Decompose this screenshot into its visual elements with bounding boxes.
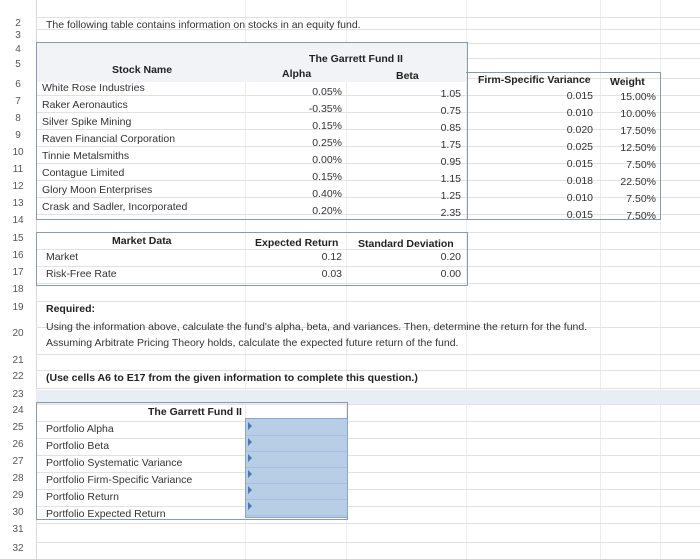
beta-cell[interactable]: 2.35 [440, 207, 461, 219]
std-dev-header: Standard Deviation [358, 238, 454, 250]
firm-variance-cell[interactable]: 0.020 [566, 124, 593, 136]
row-number[interactable]: 20 [12, 328, 24, 339]
beta-cell[interactable]: 1.25 [440, 190, 461, 202]
weight-header: Weight [610, 76, 645, 88]
market-std-dev[interactable]: 0.20 [440, 251, 461, 263]
answer-input-cell[interactable] [246, 435, 347, 452]
row-gridline [36, 301, 700, 302]
cell-marker-icon [248, 486, 252, 494]
row-number[interactable]: 21 [12, 355, 24, 366]
cell-marker-icon [248, 470, 252, 478]
firm-variance-cell[interactable]: 0.018 [566, 175, 593, 187]
answer-input-range [245, 418, 348, 518]
firm-variance-cell[interactable]: 0.010 [566, 107, 593, 119]
stock-name-cell[interactable]: Tinnie Metalsmiths [42, 150, 130, 162]
firm-variance-header: Firm-Specific Variance [478, 74, 591, 86]
row-number[interactable]: 31 [12, 524, 24, 535]
answer-row-label: Portfolio Expected Return [46, 508, 166, 520]
stock-name-header: Stock Name [112, 64, 173, 76]
row-gridline [36, 388, 700, 389]
cell-marker-icon [248, 502, 252, 510]
beta-cell[interactable]: 0.95 [440, 156, 461, 168]
row-number[interactable]: 15 [12, 233, 24, 244]
stock-name-cell[interactable]: Raven Financial Corporation [42, 133, 176, 145]
row-number[interactable]: 7 [15, 96, 21, 107]
row-number[interactable]: 4 [15, 44, 21, 55]
risk-free-expected-return[interactable]: 0.03 [321, 268, 342, 280]
cell-marker-icon [248, 422, 252, 430]
weight-cell[interactable]: 15.00% [620, 91, 656, 103]
stock-name-cell[interactable]: Glory Moon Enterprises [42, 184, 153, 196]
answer-input-cell[interactable] [246, 451, 347, 468]
alpha-cell[interactable]: 0.25% [312, 137, 342, 149]
beta-cell[interactable]: 1.15 [440, 173, 461, 185]
row-number[interactable]: 29 [12, 490, 24, 501]
required-line-2: Assuming Arbitrate Pricing Theory holds, calculate the expected future return of the fund. [46, 337, 459, 349]
expected-return-header: Expected Return [255, 237, 339, 249]
answer-table-header: The Garrett Fund II [148, 406, 242, 418]
alpha-cell[interactable]: 0.05% [312, 86, 342, 98]
risk-free-label[interactable]: Risk-Free Rate [46, 268, 117, 280]
row-number[interactable]: 19 [12, 302, 24, 313]
row-number[interactable]: 10 [12, 147, 24, 158]
row-number[interactable]: 14 [12, 215, 24, 226]
row-number[interactable]: 25 [12, 422, 24, 433]
weight-cell[interactable]: 12.50% [620, 142, 656, 154]
row-number[interactable]: 23 [12, 389, 24, 400]
row-gridline [36, 354, 700, 355]
beta-cell[interactable]: 0.75 [440, 105, 461, 117]
answer-row-label: Portfolio Systematic Variance [46, 457, 183, 469]
stock-name-cell[interactable]: Raker Aeronautics [42, 99, 128, 111]
answer-input-cell[interactable] [246, 483, 347, 500]
weight-cell[interactable]: 7.50% [626, 159, 656, 171]
answer-row-label: Portfolio Firm-Specific Variance [46, 474, 193, 486]
firm-variance-cell[interactable]: 0.015 [566, 209, 593, 221]
row-number[interactable]: 27 [12, 456, 24, 467]
weight-cell[interactable]: 22.50% [620, 176, 656, 188]
beta-cell[interactable]: 1.75 [440, 139, 461, 151]
alpha-header: Alpha [282, 68, 312, 80]
risk-free-std-dev[interactable]: 0.00 [440, 268, 461, 280]
row-number[interactable]: 13 [12, 198, 24, 209]
stock-name-cell[interactable]: White Rose Industries [42, 82, 145, 94]
answer-input-cell[interactable] [246, 467, 347, 484]
fund-group-header: The Garrett Fund II [309, 53, 403, 65]
answer-row-label: Portfolio Alpha [46, 423, 114, 435]
answer-input-cell[interactable] [246, 499, 347, 516]
answer-row-label: Portfolio Beta [46, 440, 110, 452]
alpha-cell[interactable]: 0.15% [312, 171, 342, 183]
cell-marker-icon [248, 454, 252, 462]
firm-variance-cell[interactable]: 0.025 [566, 141, 593, 153]
firm-variance-cell[interactable]: 0.010 [566, 192, 593, 204]
row-number[interactable]: 30 [12, 507, 24, 518]
stock-name-cell[interactable]: Crask and Sadler, Incorporated [42, 201, 188, 213]
weight-cell[interactable]: 10.00% [620, 108, 656, 120]
row-number[interactable]: 12 [12, 181, 24, 192]
row-number[interactable]: 5 [15, 59, 21, 70]
row-number[interactable]: 24 [12, 405, 24, 416]
weight-cell[interactable]: 7.50% [626, 210, 656, 222]
alpha-cell[interactable]: 0.40% [312, 188, 342, 200]
row-number[interactable]: 3 [15, 30, 21, 41]
row-number[interactable]: 2 [15, 18, 21, 29]
weight-cell[interactable]: 17.50% [620, 125, 656, 137]
required-label: Required: [46, 303, 96, 315]
row-number[interactable]: 11 [12, 164, 24, 175]
firm-variance-cell[interactable]: 0.015 [566, 158, 593, 170]
stock-name-cell[interactable]: Contague Limited [42, 167, 125, 179]
alpha-cell[interactable]: 0.15% [312, 120, 342, 132]
row-number[interactable]: 32 [12, 543, 24, 554]
row-number[interactable]: 26 [12, 439, 24, 450]
market-data-header: Market Data [112, 235, 172, 247]
beta-cell[interactable]: 1.05 [440, 88, 461, 100]
answer-input-cell[interactable] [246, 419, 347, 436]
cell-marker-icon [248, 438, 252, 446]
alpha-cell[interactable]: 0.20% [312, 205, 342, 217]
intro-text: The following table contains information on stocks in an equity fund. [46, 19, 361, 31]
required-line-1: Using the information above, calculate the fund's alpha, beta, and variances. Then, determine the return for the fund. [46, 321, 588, 333]
row-number[interactable]: 22 [12, 371, 24, 382]
row-gridline [36, 523, 700, 524]
row-number[interactable]: 28 [12, 473, 24, 484]
alpha-cell[interactable]: 0.00% [312, 154, 342, 166]
answer-row-label: Portfolio Return [46, 491, 119, 503]
beta-header: Beta [396, 70, 419, 82]
row-number[interactable]: 6 [15, 79, 21, 90]
firm-variance-cell[interactable]: 0.015 [566, 90, 593, 102]
row-number[interactable]: 8 [15, 113, 21, 124]
market-expected-return[interactable]: 0.12 [321, 251, 342, 263]
market-label[interactable]: Market [46, 251, 79, 263]
weight-cell[interactable]: 7.50% [626, 193, 656, 205]
row-number[interactable]: 17 [12, 267, 24, 278]
alpha-cell[interactable]: -0.35% [308, 103, 342, 115]
row-gridline [36, 542, 700, 543]
instruction-text: (Use cells A6 to E17 from the given information to complete this question.) [46, 372, 418, 384]
row-number[interactable]: 9 [15, 130, 21, 141]
row-number[interactable]: 16 [12, 250, 24, 261]
stock-name-cell[interactable]: Silver Spike Mining [42, 116, 132, 128]
beta-cell[interactable]: 0.85 [440, 122, 461, 134]
row-number[interactable]: 18 [12, 284, 24, 295]
